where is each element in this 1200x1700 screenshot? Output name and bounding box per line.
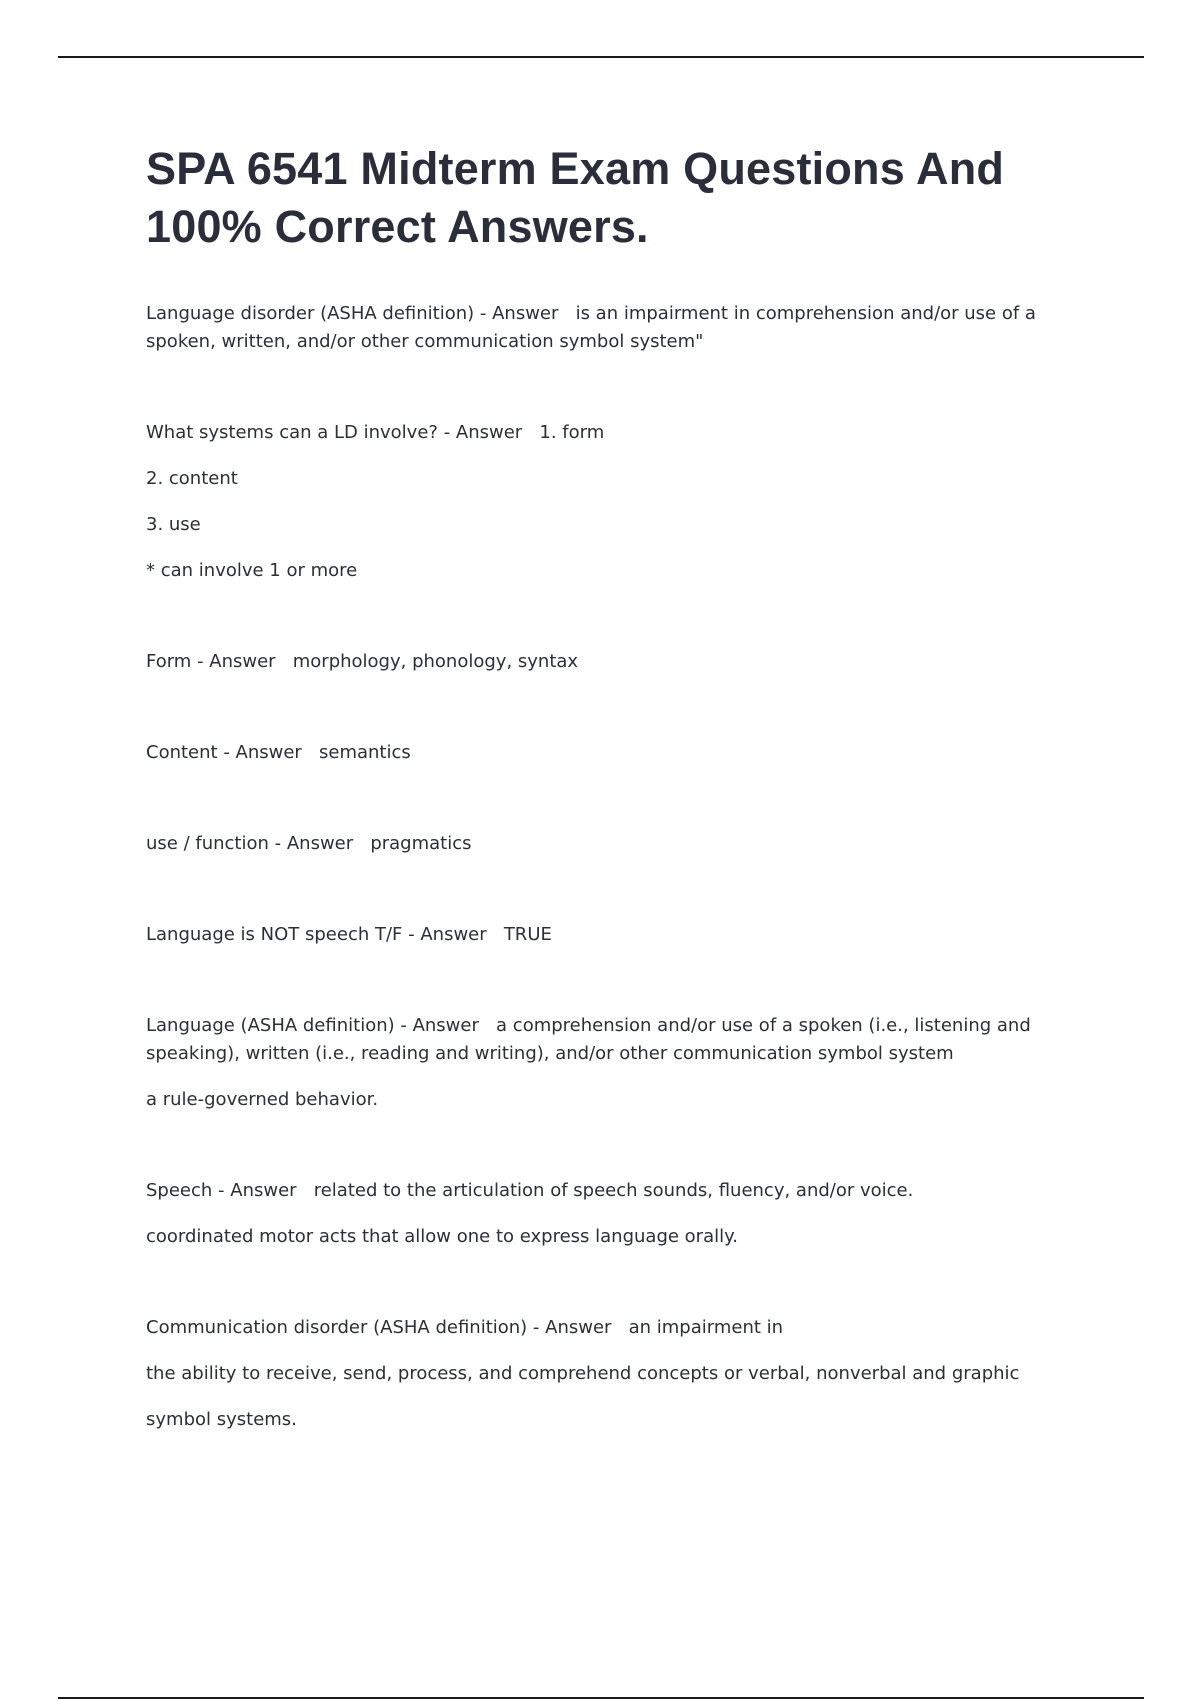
- title-line-2: 100% Correct Answers.: [146, 201, 649, 252]
- question-text: What systems can a LD involve?: [146, 422, 438, 443]
- answer-text: a comprehension and/or use of a spoken (i.e., listening and speaking), written (i.e., reading and writing), and/or other communication symbol system: [146, 1015, 1031, 1064]
- qa-line: [146, 1177, 1076, 1205]
- question-text: use / function: [146, 833, 269, 854]
- document-page: [146, 140, 1076, 1497]
- document-title: [146, 140, 1076, 256]
- answer-text: related to the articulation of speech sounds, fluency, and/or voice.: [313, 1180, 914, 1201]
- answer-separator: - Answer: [212, 1180, 314, 1201]
- qa-item: [146, 830, 1076, 858]
- answer-text: TRUE: [503, 924, 552, 945]
- answer-separator: - Answer: [437, 422, 540, 443]
- answer-text: 1. form: [539, 422, 605, 443]
- answer-text: is an impairment in comprehension and/or use of a spoken, written, and/or other communication symbol system": [146, 303, 1036, 352]
- answer-text: pragmatics: [370, 833, 472, 854]
- question-text: Speech: [146, 1180, 213, 1201]
- question-text: Communication disorder (ASHA definition): [146, 1317, 528, 1338]
- answer-separator: - Answer: [527, 1317, 629, 1338]
- bottom-rule: [58, 1697, 1144, 1699]
- question-text: Language is NOT speech T/F: [146, 924, 403, 945]
- qa-list: [146, 300, 1076, 1434]
- answer-separator: - Answer: [217, 742, 319, 763]
- answer-continuation: the ability to receive, send, process, and comprehend concepts or verbal, nonverbal and graphic: [146, 1363, 1020, 1384]
- answer-text: an impairment in: [628, 1317, 784, 1338]
- qa-line: [146, 739, 1076, 767]
- question-text: Form: [146, 651, 192, 672]
- title-line-1: SPA 6541 Midterm Exam Questions And: [146, 143, 1005, 194]
- qa-item: [146, 419, 1076, 585]
- answer-continuation: a rule-governed behavior.: [146, 1089, 379, 1110]
- qa-line: [146, 1314, 1076, 1342]
- answer-separator: - Answer: [268, 833, 371, 854]
- qa-line: [146, 1012, 1076, 1068]
- qa-item: [146, 300, 1076, 356]
- question-text: Language disorder (ASHA definition): [146, 303, 475, 324]
- answer-continuation: coordinated motor acts that allow one to express language orally.: [146, 1226, 738, 1247]
- qa-item: [146, 1177, 1076, 1251]
- answer-continuation: 2. content: [146, 468, 238, 489]
- qa-item: [146, 921, 1076, 949]
- answer-text: morphology, phonology, syntax: [292, 651, 579, 672]
- qa-item: [146, 1012, 1076, 1114]
- top-rule: [58, 56, 1144, 58]
- question-text: Language (ASHA definition): [146, 1015, 395, 1036]
- answer-continuation: * can involve 1 or more: [146, 560, 358, 581]
- answer-continuation: symbol systems.: [146, 1409, 297, 1430]
- question-text: Content: [146, 742, 218, 763]
- qa-item: [146, 648, 1076, 676]
- answer-separator: - Answer: [394, 1015, 497, 1036]
- qa-item: [146, 1314, 1076, 1434]
- qa-line: [146, 830, 1076, 858]
- answer-continuation: 3. use: [146, 514, 201, 535]
- qa-line: [146, 921, 1076, 949]
- answer-text: semantics: [319, 742, 411, 763]
- qa-line: [146, 300, 1076, 356]
- qa-line: [146, 648, 1076, 676]
- answer-separator: - Answer: [474, 303, 576, 324]
- answer-separator: - Answer: [402, 924, 504, 945]
- qa-line: [146, 419, 1076, 447]
- answer-separator: - Answer: [191, 651, 293, 672]
- qa-item: [146, 739, 1076, 767]
